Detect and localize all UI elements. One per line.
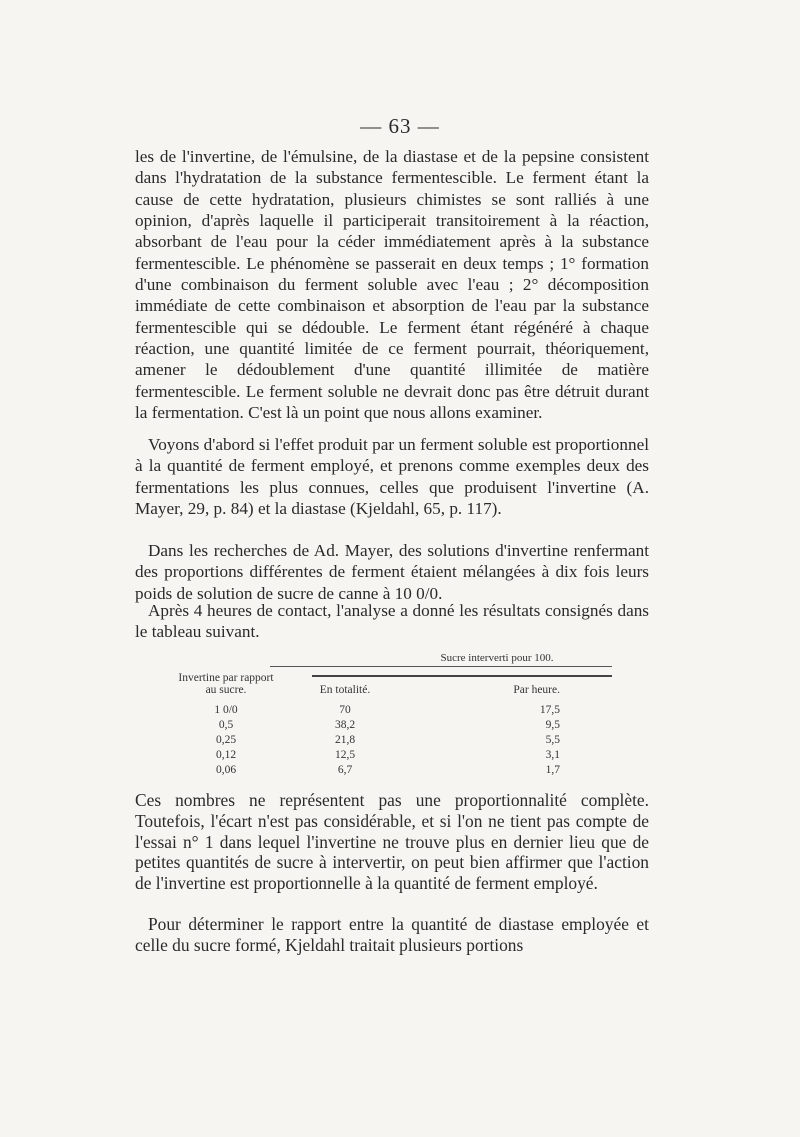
table-cell: 21,8 [334, 734, 356, 746]
page-number: — 63 — [360, 114, 440, 138]
paragraph-2: Voyons d'abord si l'effet produit par un ferment soluble est proportionnel à la quantité de ferment employé, et prenons comme exemples deux des fermentations les plus connues, celles que produisent l'invertine (A. Mayer, 29, p. 84) et la diastase (Kjeldahl, 65, p. 117). [135, 435, 649, 519]
paragraph-6: Pour déterminer le rapport entre la quantité de diastase employée et celle du sucre formé, Kjeldahl traitait plusieurs portions [135, 914, 649, 955]
column-header-hour: Par heure. [513, 684, 560, 696]
table-cell: 17,5 [539, 704, 560, 716]
table-cell: 0,12 [215, 749, 237, 761]
table-cell: 1,7 [545, 764, 560, 776]
table-cell: 0,25 [215, 734, 237, 746]
table-cell: 12,5 [334, 749, 356, 761]
table-cell: 0,5 [218, 719, 234, 731]
table-group-header: Sucre interverti pour 100. [440, 652, 554, 664]
table-cell: 6,7 [337, 764, 353, 776]
row-header-line-1: Invertine par rapport [178, 672, 274, 684]
table-cell: 5,5 [545, 734, 560, 746]
paragraph-1: les de l'invertine, de l'émulsine, de la diastase et de la pepsine consistent dans l'hydratation de la substance fermentescible. Le ferment étant la cause de cette hydratation, plusieurs chimistes se sont ralliés à une opinion, d'après laquelle il participerait transitoirement à la réaction, absorbant de l'eau pour la céder immédiatement après à la substance fermentescible. Le phénomène se passerait en deux temps ; 1° formation d'une combinaison du ferment soluble avec l'eau ; 2° décomposition immédiate de cette combinaison et absorption de l'eau par la substance fermentescible qui se dédouble. Le ferment étant régénéré à chaque réaction, une quantité limitée de ce ferment pourrait, théoriquement, amener le dédoublement d'une quantité illimitée de matière fermentescible. Le ferment soluble ne devrait donc pas être détruit durant la fermentation. C'est là un point que nous allons examiner. [135, 147, 649, 423]
table-cell: 38,2 [334, 719, 356, 731]
row-header-line-2: au sucre. [205, 684, 247, 696]
paragraph-4: Après 4 heures de contact, l'analyse a donné les résultats consignés dans le tableau suivant. [135, 601, 649, 642]
table-cell: 0,06 [215, 764, 237, 776]
column-header-total: En totalité. [319, 684, 371, 696]
table-cell: 1 0/0 [214, 704, 238, 716]
paragraph-3: Dans les recherches de Ad. Mayer, des solutions d'invertine renfermant des proportions différentes de ferment étaient mélangées à dix fois leurs poids de solution de sucre de canne à 10 0/0. [135, 541, 649, 603]
table-rule-thick [312, 675, 612, 677]
table-cell: 9,5 [545, 719, 560, 731]
table-rule [270, 666, 612, 667]
results-table [170, 650, 570, 780]
table-cell: 70 [339, 704, 351, 716]
paragraph-5: Ces nombres ne représentent pas une proportionnalité complète. Toutefois, l'écart n'est pas considérable, et si l'on ne tient pas compte de l'essai n° 1 dans lequel l'invertine ne trouve plus en dernier lieu que de petites quantités de sucre à intervertir, on peut bien affirmer que l'action de l'invertine est proportionnelle à la quantité de ferment employé. [135, 790, 649, 894]
table-cell: 3,1 [545, 749, 560, 761]
